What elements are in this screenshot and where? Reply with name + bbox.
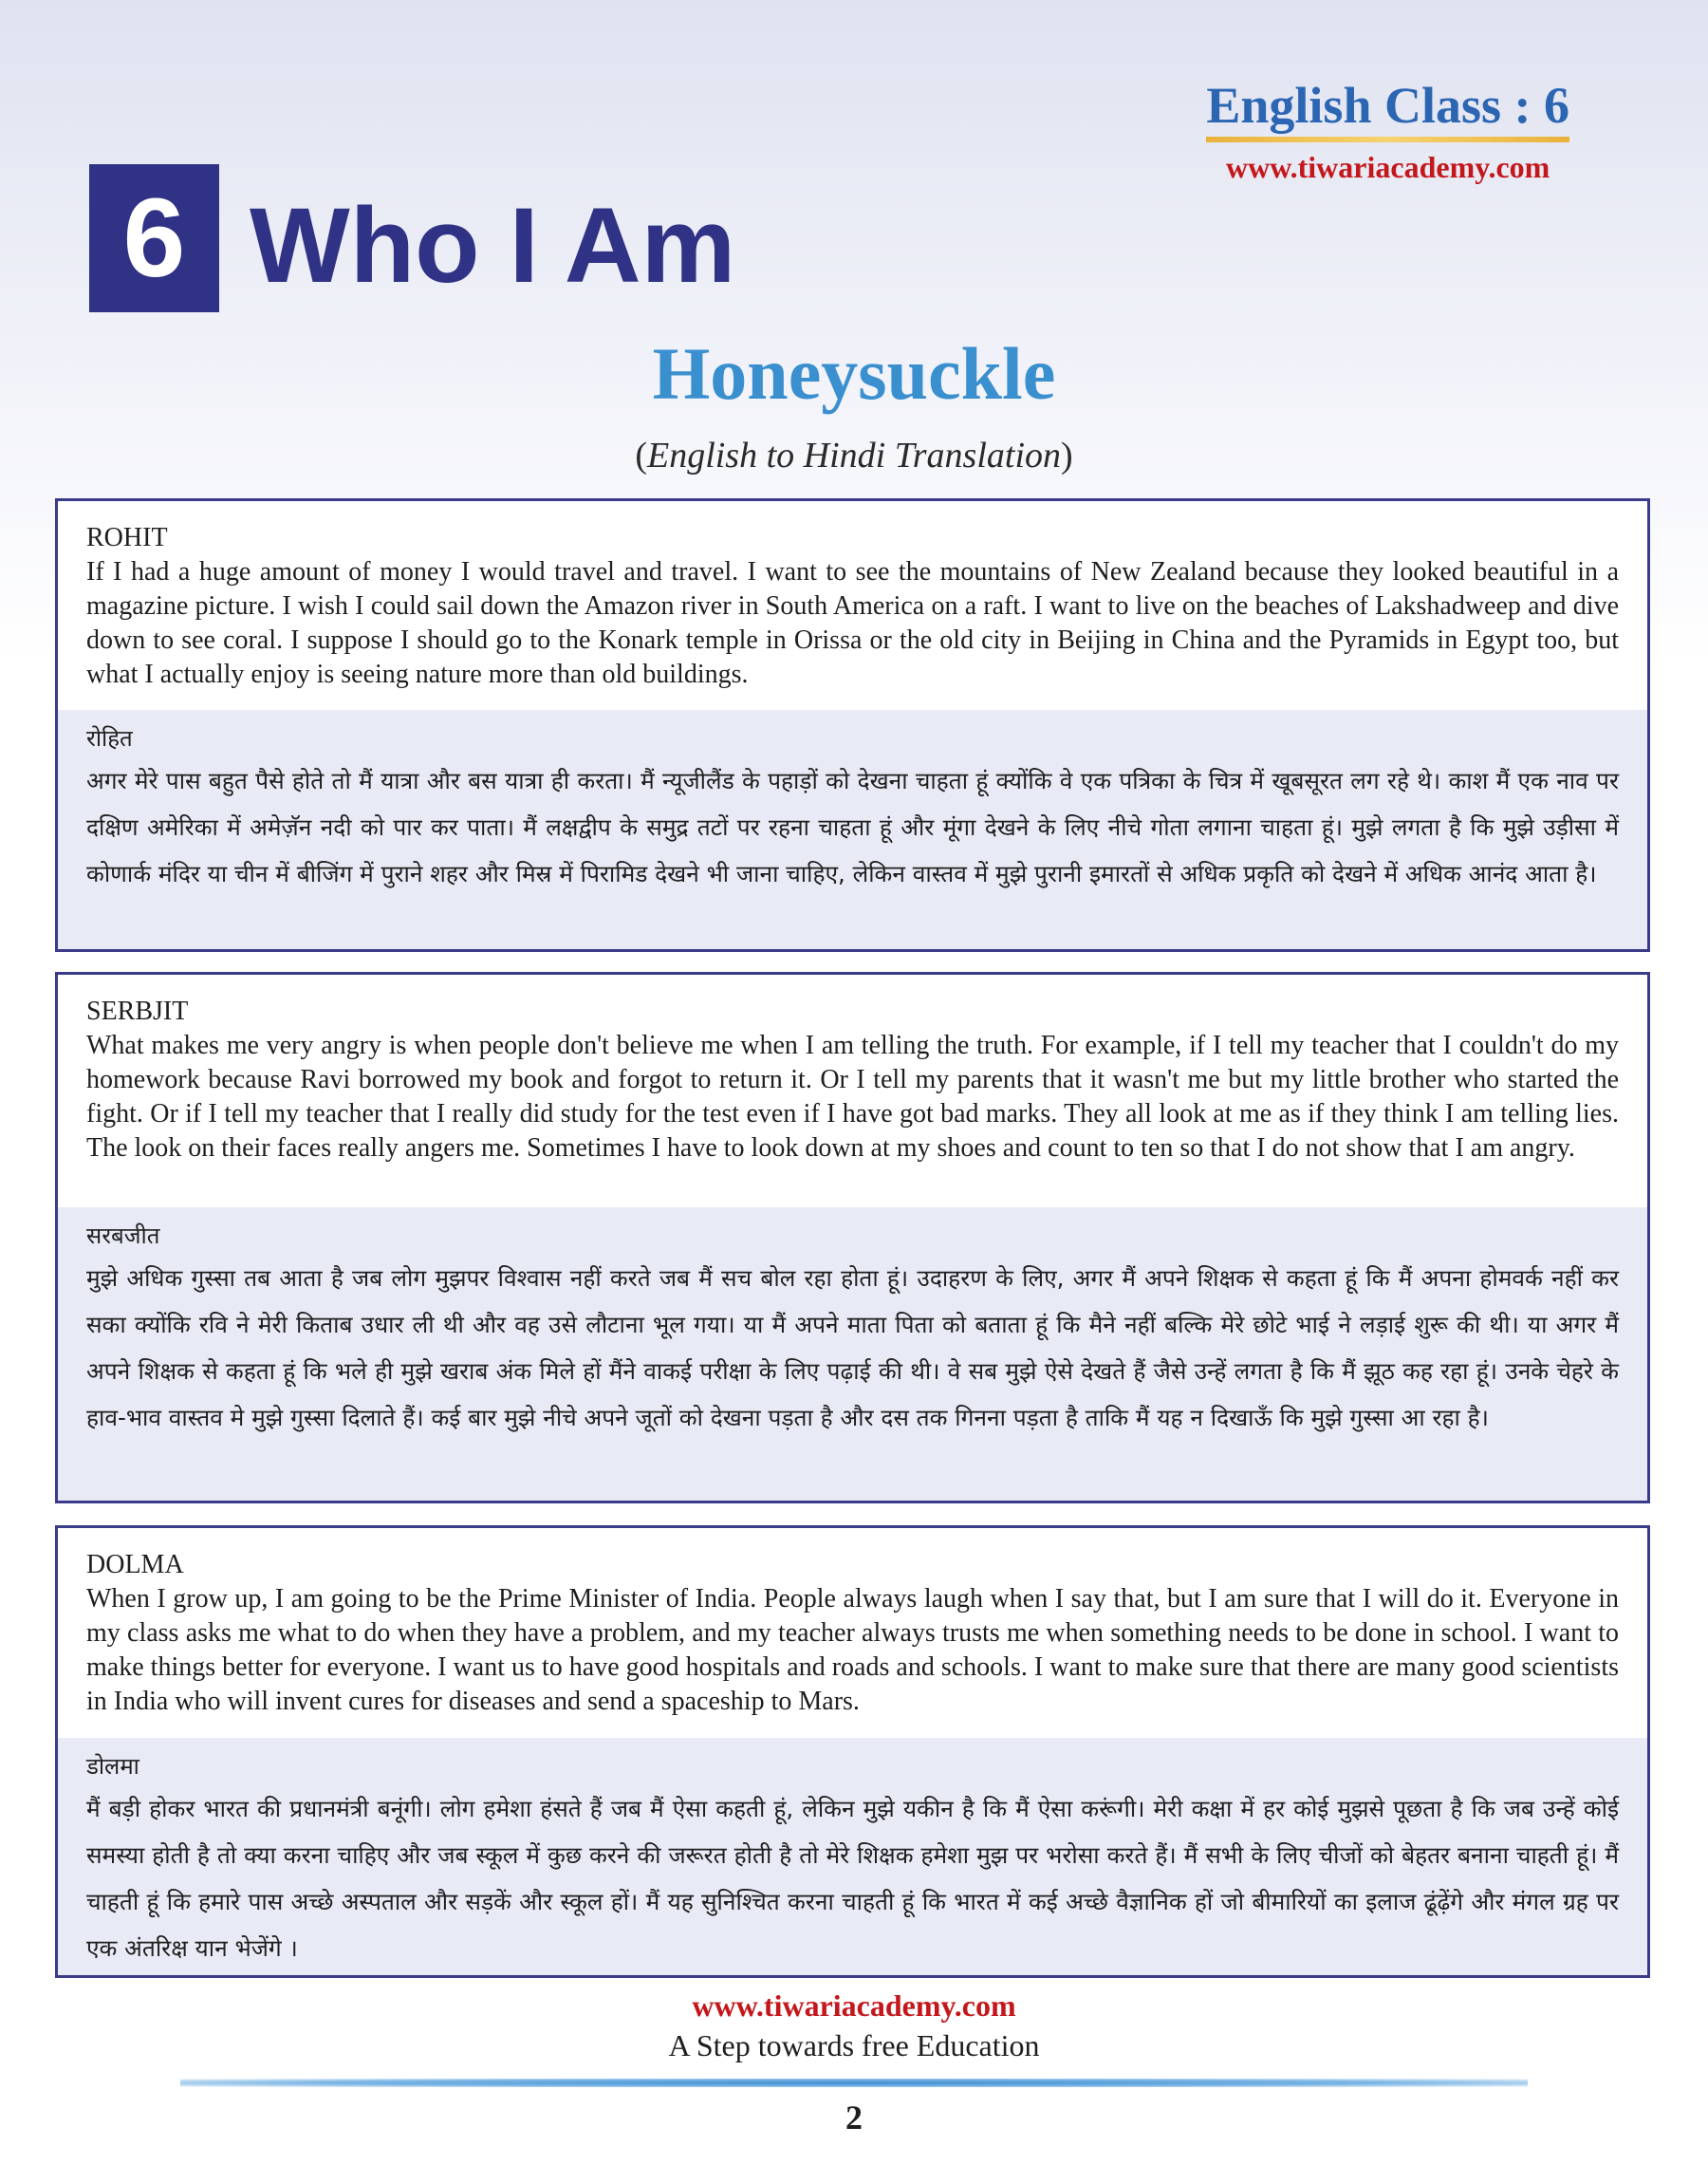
english-passage — [58, 1528, 1647, 1738]
speaker-name-hi: डोलमा — [86, 1753, 139, 1780]
hindi-passage — [58, 710, 1647, 952]
section-rohit — [55, 498, 1650, 952]
brand-block — [1206, 77, 1569, 185]
subtitle-close-paren: ) — [1061, 436, 1073, 476]
subtitle — [0, 435, 1708, 476]
speaker-name-hi: सरबजीत — [86, 1222, 160, 1249]
hindi-text: अगर मेरे पास बहुत पैसे होते तो मैं यात्रा और बस यात्रा ही करता। मैं न्यूजीलैंड के पहाड़ों को देखना चाहता हूं क्योंकि वे एक पत्रिका के चित्र में खूबसूरत लग रहे थे। काश मैं एक नाव पर दक्षिण अमेरिका में अमेज़ॅन नदी को पार कर पाता। मैं लक्षद्वीप के समुद्र तटों पर रहना चाहता हूं और मूंगा देखने के लिए नीचे गोता लगाना चाहता हूं। मुझे लगता है कि मुझे उड़ीसा में कोणार्क मंदिर या चीन में बीजिंग में पुराने शहर और मिस्र में पिरामिड देखने भी जाना चाहिए, लेकिन वास्तव में मुझे पुरानी इमारतों से अधिक प्रकृति को देखने में अधिक आनंद आता है। — [86, 767, 1619, 887]
speaker-name-en: ROHIT — [86, 523, 168, 552]
book-name: Honeysuckle — [652, 332, 1056, 415]
hindi-text: मैं बड़ी होकर भारत की प्रधानमंत्री बनूंगी। लोग हमेशा हंसते हैं जब मैं ऐसा कहती हूं, लेकिन मुझे यकीन है कि मैं ऐसा करूंगी। मेरी कक्षा में हर कोई मुझसे पूछता है कि जब उन्हें कोई समस्या होती है तो क्या करना चाहिए और जब स्कूल में कुछ करने की जरूरत होती है तो मेरे शिक्षक हमेशा मुझ पर भरोसा करते हैं। मैं सभी के लिए चीजों को बेहतर बनाना चाहती हूं। मैं चाहती हूं कि हमारे पास अच्छे अस्पताल और सड़कें और स्कूल हों। मैं यह सुनिश्चित करना चाहती हूं कि भारत में कई अच्छे वैज्ञानिक हों जो बीमारियों का इलाज ढूंढ़ेंगे और मंगल ग्रह पर एक अंतरिक्ष यान भेजेंगे । — [86, 1795, 1619, 1962]
subtitle-text: English to Hindi Translation — [646, 436, 1062, 476]
english-passage — [58, 975, 1647, 1207]
brand-url-link[interactable]: www.tiwariacademy.com — [1226, 150, 1550, 184]
english-passage — [58, 501, 1647, 710]
speaker-name-hi: रोहित — [86, 725, 133, 752]
section-dolma — [55, 1525, 1650, 1978]
speaker-name-en: DOLMA — [86, 1550, 184, 1579]
chapter-title: Who I Am — [250, 186, 736, 305]
brand-title: English Class : 6 — [1206, 77, 1569, 134]
page-number: 2 — [845, 2099, 863, 2136]
footer-url-link[interactable]: www.tiwariacademy.com — [692, 1988, 1016, 2023]
chapter-number-badge: 6 — [89, 164, 219, 312]
english-text: What makes me very angry is when people don't believe me when I am telling the truth. For example, if I tell my teacher that I couldn't do my homework because Ravi borrowed my book and forgot to return it. Or I tell my parents that it wasn't me but my little brother who started the fight. Or if I tell my teacher that I really did study for the test even if I have got bad marks. They all look at me as if they think I am telling lies. The look on their faces really angers me. Sometimes I have to look down at my shoes and count to ten so that I do not show that I am angry. — [86, 1031, 1619, 1163]
footer-divider — [180, 2079, 1528, 2087]
section-serbjit — [55, 972, 1650, 1503]
footer-tagline: A Step towards free Education — [668, 2028, 1040, 2062]
speaker-name-en: SERBJIT — [86, 997, 189, 1026]
english-text: When I grow up, I am going to be the Prime Minister of India. People always laugh when I say that, but I am sure that I will do it. Everyone in my class asks me what to do when they have a problem, and my teacher always trusts me when something needs to be done in school. I want to make things better for everyone. I want us to have good hospitals and roads and schools. I want to make sure that there are many good scientists in India who will invent cures for diseases and send a spaceship to Mars. — [86, 1584, 1619, 1716]
english-text: If I had a huge amount of money I would travel and travel. I want to see the mountains of New Zealand because they looked beautiful in a magazine picture. I wish I could sail down the Amazon river in South America on a raft. I want to live on the beaches of Lakshadweep and dive down to see coral. I suppose I should go to the Konark temple in Orissa or the old city in Beijing in China and the Pyramids in Egypt too, but what I actually enjoy is seeing nature more than old buildings. — [86, 557, 1619, 689]
subtitle-open-paren: ( — [635, 436, 647, 476]
hindi-passage — [58, 1207, 1647, 1503]
brand-underline — [1206, 137, 1569, 142]
hindi-passage — [58, 1738, 1647, 1978]
hindi-text: मुझे अधिक गुस्सा तब आता है जब लोग मुझपर विश्वास नहीं करते जब मैं सच बोल रहा होता हूं। उदाहरण के लिए, अगर मैं अपने शिक्षक से कहता हूं कि मैं अपना होमवर्क नहीं कर सका क्योंकि रवि ने मेरी किताब उधार ली थी और वह उसे लौटाना भूल गया। या मैं अपने माता पिता को बताता हूं कि मैने नहीं बल्कि मेरे छोटे भाई ने लड़ाई शुरू की थी। या अगर मैं अपने शिक्षक से कहता हूं कि भले ही मुझे खराब अंक मिले हों मैंने वाकई परीक्षा के लिए पढ़ाई की थी। वे सब मुझे ऐसे देखते हैं जैसे उन्हें लगता है कि मैं झूठ कह रहा हूं। उनके चेहरे के हाव-भाव वास्तव मे मुझे गुस्सा दिलाते हैं। कई बार मुझे नीचे अपने जूतों को देखना पड़ता है और दस तक गिनना पड़ता है ताकि मैं यह न दिखाऊँ कि मुझे गुस्सा आ रहा है। — [86, 1264, 1619, 1431]
